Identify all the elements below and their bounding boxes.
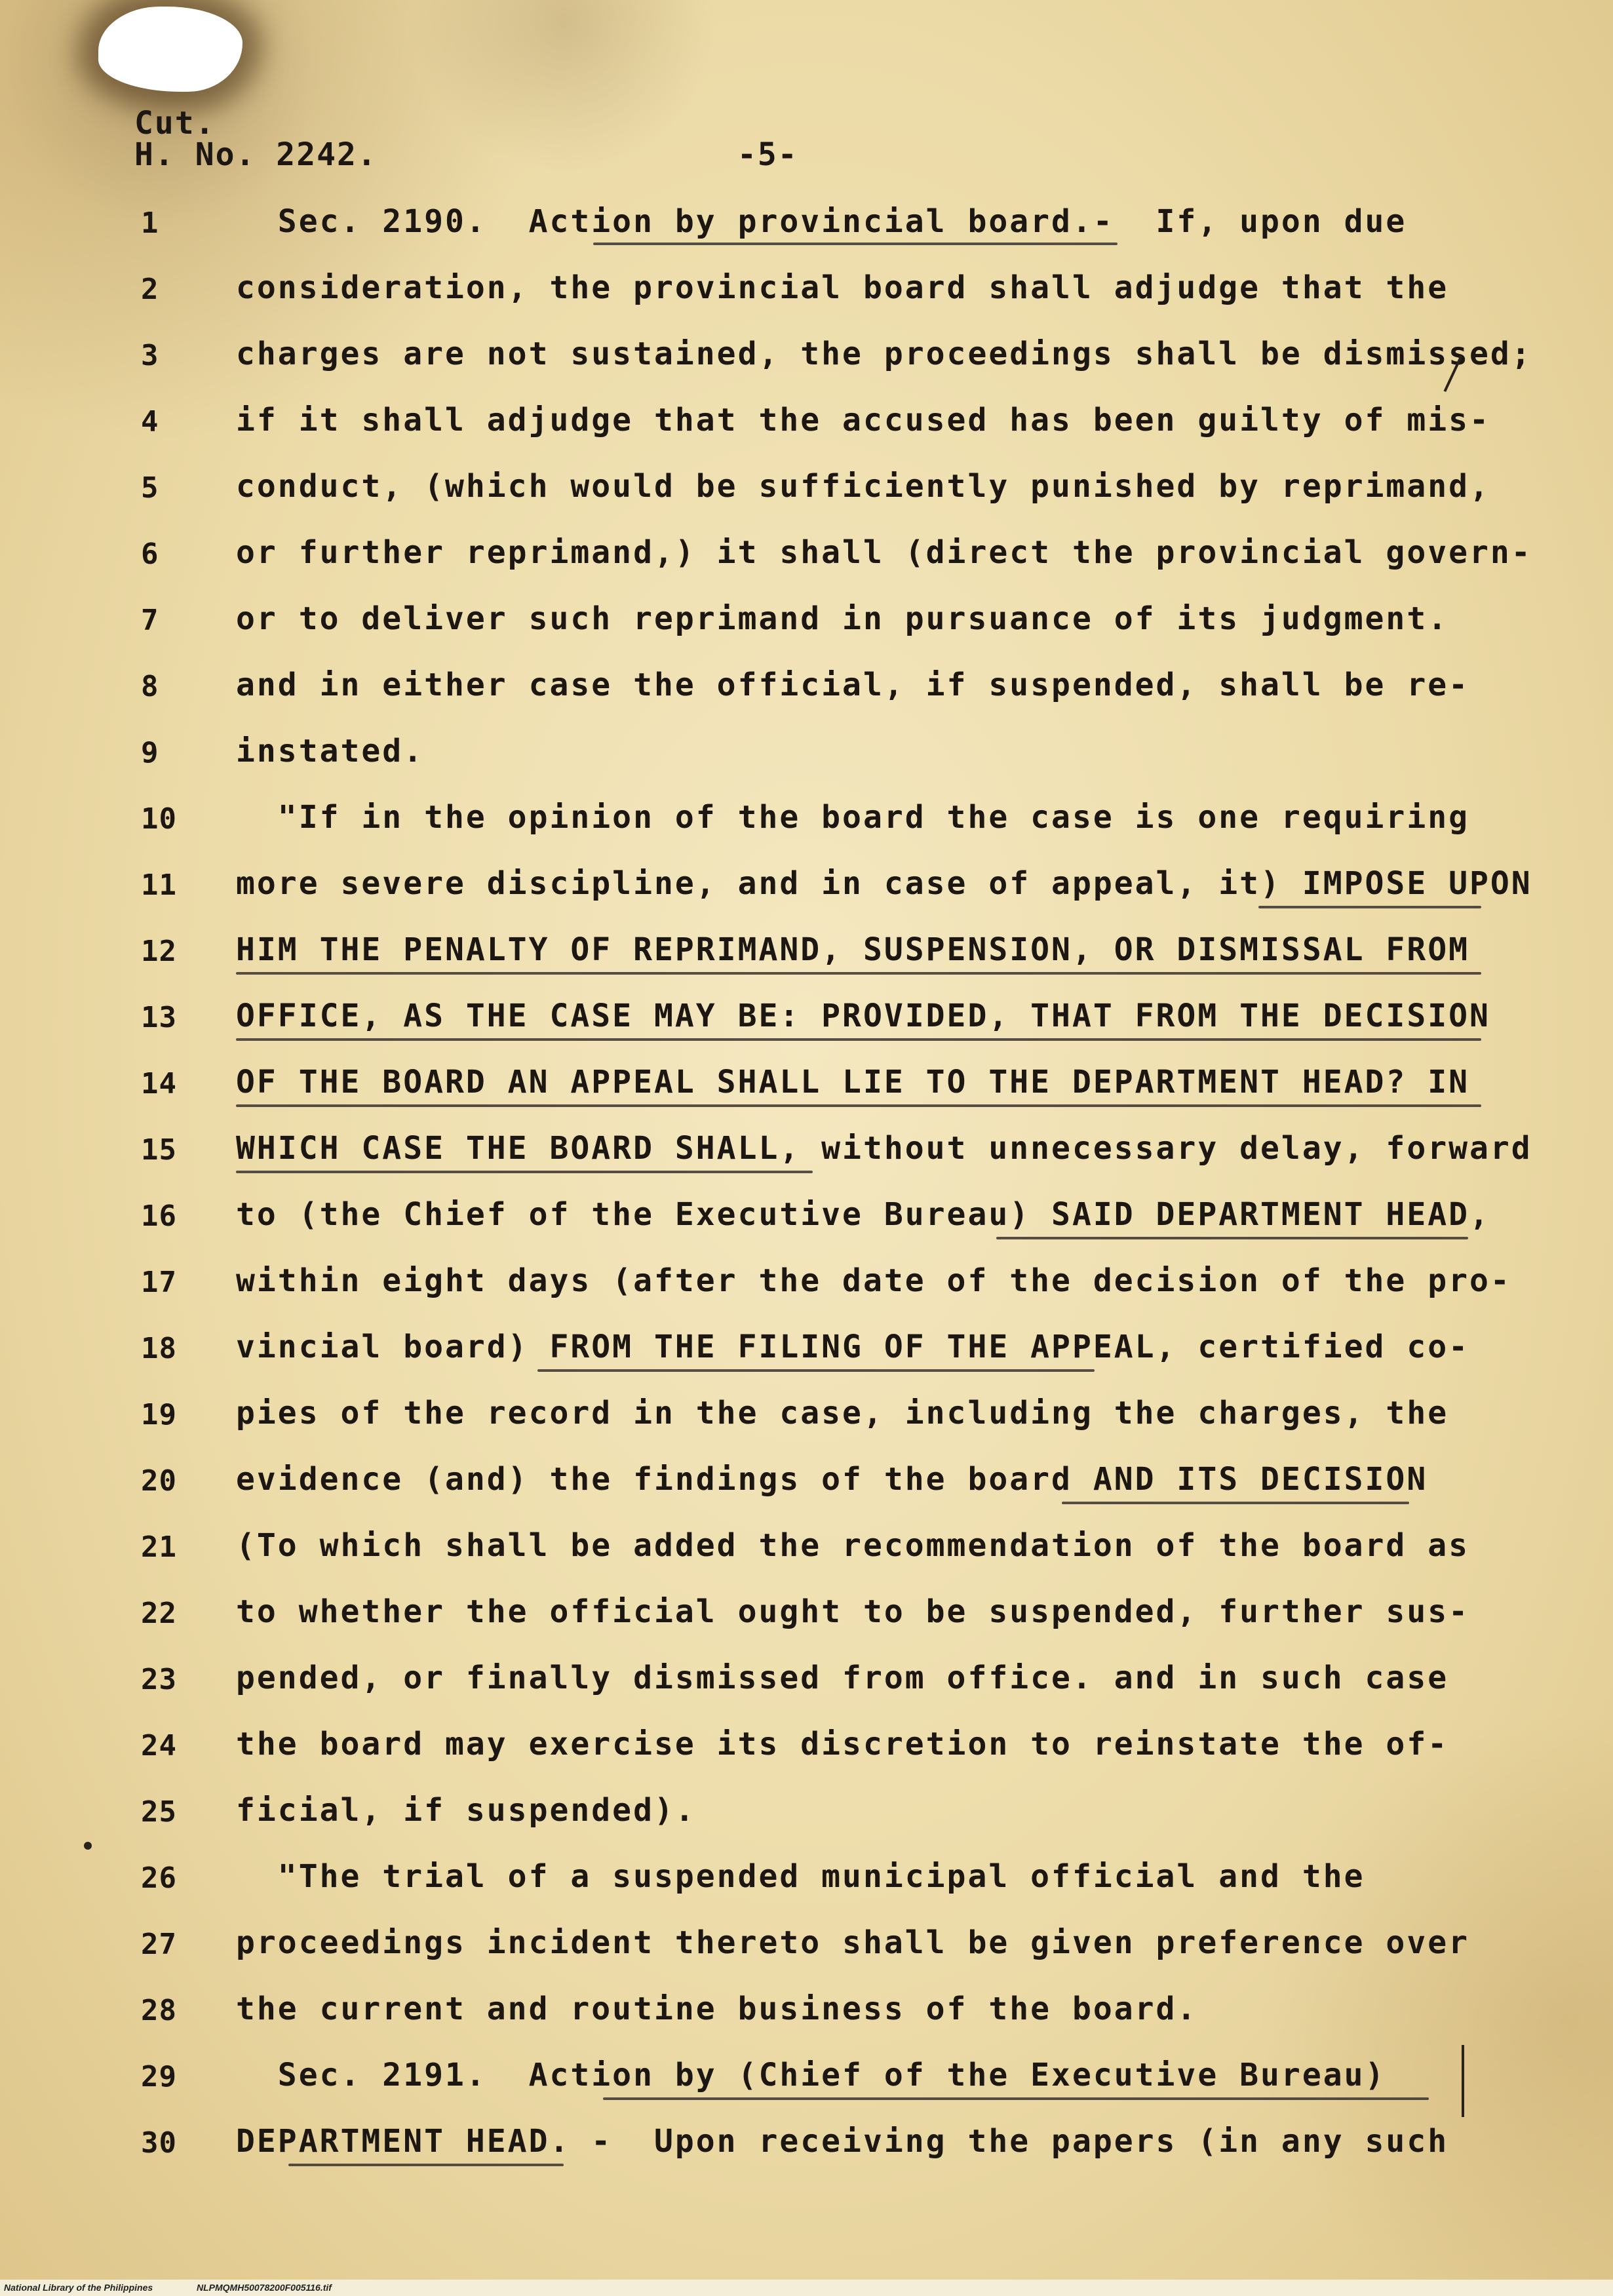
line-number: 24 bbox=[141, 1729, 177, 1762]
line-number: 16 bbox=[141, 1199, 177, 1233]
text-line: charges are not sustained, the proceedings shall be dismissed; bbox=[236, 336, 1532, 372]
line-number: 30 bbox=[141, 2126, 177, 2160]
underline-mark bbox=[593, 243, 1117, 245]
text-line: if it shall adjudge that the accused has been guilty of mis- bbox=[236, 402, 1490, 438]
line-number: 7 bbox=[141, 604, 159, 637]
margin-pen-stroke bbox=[1462, 2045, 1464, 2117]
line-number: 26 bbox=[141, 1861, 177, 1895]
line-number: 10 bbox=[141, 802, 177, 836]
line-number: 20 bbox=[141, 1464, 177, 1498]
text-line: OFFICE, AS THE CASE MAY BE: PROVIDED, THAT FROM THE DECISION bbox=[236, 998, 1490, 1034]
line-number: 9 bbox=[141, 736, 159, 769]
text-line: WHICH CASE THE BOARD SHALL, without unnecessary delay, forward bbox=[236, 1130, 1532, 1167]
text-line: proceedings incident thereto shall be given preference over bbox=[236, 1924, 1470, 1961]
line-number: 6 bbox=[141, 537, 159, 571]
text-line: to (the Chief of the Executive Bureau) SAID DEPARTMENT HEAD, bbox=[236, 1196, 1490, 1233]
text-line: or to deliver such reprimand in pursuance of its judgment. bbox=[236, 600, 1449, 637]
line-number: 8 bbox=[141, 670, 159, 703]
line-number: 23 bbox=[141, 1663, 177, 1696]
text-line: consideration, the provincial board shall adjudge that the bbox=[236, 269, 1449, 306]
text-line: DEPARTMENT HEAD. - Upon receiving the papers (in any such bbox=[236, 2123, 1449, 2160]
text-line: within eight days (after the date of the decision of the pro- bbox=[236, 1262, 1511, 1299]
text-line: Sec. 2190. Action by provincial board.- If, upon due bbox=[236, 203, 1407, 240]
text-line: "If in the opinion of the board the case is one requiring bbox=[236, 799, 1470, 836]
line-number: 12 bbox=[141, 935, 177, 968]
underline-mark bbox=[1062, 1502, 1409, 1504]
text-line: conduct, (which would be sufficiently punished by reprimand, bbox=[236, 468, 1490, 505]
underline-mark bbox=[288, 2164, 564, 2166]
page-number: -5- bbox=[737, 136, 798, 173]
line-number: 21 bbox=[141, 1530, 177, 1564]
line-number: 27 bbox=[141, 1928, 177, 1961]
ink-dot bbox=[84, 1842, 92, 1850]
line-number: 13 bbox=[141, 1001, 177, 1034]
line-number: 2 bbox=[141, 273, 159, 306]
underline-mark bbox=[236, 1104, 1481, 1107]
line-number: 14 bbox=[141, 1067, 177, 1100]
text-line: the board may exercise its discretion to reinstate the of- bbox=[236, 1726, 1449, 1762]
text-line: to whether the official ought to be suspended, further sus- bbox=[236, 1593, 1470, 1630]
text-line: more severe discipline, and in case of appeal, it) IMPOSE UPON bbox=[236, 865, 1532, 902]
bill-number: H. No. 2242. bbox=[134, 136, 378, 173]
line-number: 25 bbox=[141, 1795, 177, 1829]
text-line: pended, or finally dismissed from office. and in such case bbox=[236, 1660, 1449, 1696]
line-number: 11 bbox=[141, 868, 177, 902]
underline-mark bbox=[996, 1237, 1468, 1239]
text-line: pies of the record in the case, including the charges, the bbox=[236, 1395, 1449, 1431]
underline-mark bbox=[537, 1369, 1095, 1372]
burn-hole-stain bbox=[98, 7, 243, 92]
underline-mark bbox=[1258, 906, 1481, 908]
line-number: 18 bbox=[141, 1332, 177, 1365]
line-number: 3 bbox=[141, 339, 159, 372]
text-line: instated. bbox=[236, 733, 425, 769]
underline-mark bbox=[236, 1038, 1481, 1041]
text-line: (To which shall be added the recommendation of the board as bbox=[236, 1527, 1470, 1564]
text-line: Sec. 2191. Action by (Chief of the Executive Bureau) bbox=[236, 2057, 1386, 2093]
cut-label: Cut. bbox=[134, 105, 216, 142]
line-number: 19 bbox=[141, 1398, 177, 1431]
text-line: the current and routine business of the board. bbox=[236, 1991, 1198, 2027]
underline-mark bbox=[236, 972, 1481, 975]
line-number: 22 bbox=[141, 1597, 177, 1630]
line-number: 28 bbox=[141, 1994, 177, 2027]
underline-mark bbox=[236, 1171, 813, 1173]
line-number: 17 bbox=[141, 1266, 177, 1299]
line-number: 5 bbox=[141, 471, 159, 505]
line-number: 4 bbox=[141, 405, 159, 438]
scan-footer bbox=[0, 2280, 1613, 2296]
library-credit: National Library of the Philippines bbox=[4, 2282, 153, 2293]
text-line: OF THE BOARD AN APPEAL SHALL LIE TO THE DEPARTMENT HEAD? IN bbox=[236, 1064, 1470, 1100]
text-line: "The trial of a suspended municipal official and the bbox=[236, 1858, 1365, 1895]
line-number: 1 bbox=[141, 206, 159, 240]
line-number: 29 bbox=[141, 2060, 177, 2093]
underline-mark bbox=[603, 2097, 1429, 2100]
line-number: 15 bbox=[141, 1133, 177, 1167]
text-line: HIM THE PENALTY OF REPRIMAND, SUSPENSION, OR DISMISSAL FROM bbox=[236, 931, 1470, 968]
text-line: evidence (and) the findings of the board AND ITS DECISION bbox=[236, 1461, 1428, 1498]
text-line: vincial board) FROM THE FILING OF THE APPEAL, certified co- bbox=[236, 1329, 1470, 1365]
text-line: and in either case the official, if suspended, shall be re- bbox=[236, 667, 1470, 703]
text-line: ficial, if suspended). bbox=[236, 1792, 696, 1829]
text-line: or further reprimand,) it shall (direct the provincial govern- bbox=[236, 534, 1532, 571]
scan-file-id: NLPMQMH50078200F005116.tif bbox=[197, 2282, 332, 2293]
